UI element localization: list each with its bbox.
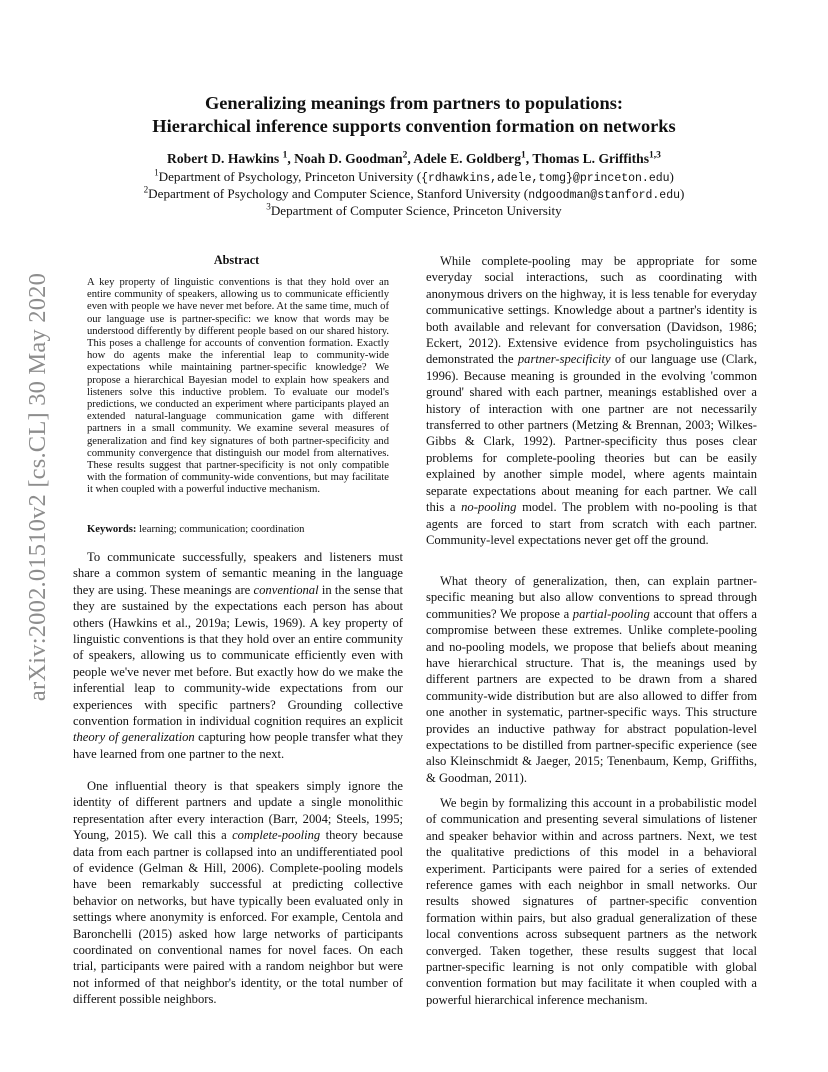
- author-affiliation-mark: 1,3: [649, 150, 661, 161]
- affiliation-text: Department of Computer Science, Princeton University: [270, 203, 562, 218]
- body-paragraph-4: What theory of generalization, then, can explain partner-specific meaning but also allow conventions to spread through communities? We propose a partial-pooling account that offers a compromise between these extremes. Unlike complete-pooling and no-pooling models, we propose that beliefs about meaning have hierarchical structure. That is, the meanings used by different partners are expected to be drawn from a shared community-wide distribution but are also allowed to differ from one another in systematic, partner-specific ways. This structure provides an inductive pathway for abstract population-level expectations to be distilled from partner-specific experience (see also Kleinschmidt & Jaeger, 2015; Tenenbaum, Kemp, Griffiths, & Goodman, 2011).: [426, 574, 757, 785]
- author-list: Robert D. Hawkins $^1$, Noah D. Goodman$^2$, Adele E. Goldberg$^1$, Thomas L. Griffiths$^{1,3}$: [167, 150, 661, 166]
- keywords-line: [87, 524, 389, 536]
- arxiv-identifier-stamp: [20, 272, 56, 702]
- body-paragraph-2: One influential theory is that speakers simply ignore the identity of different partners and update a single monolithic representation after every interaction (Barr, 2004; Steels, 1995; Young, 2015). We call this a complete-pooling theory because data from each partner is collapsed into an undifferentiated pool of evidence (Gelman & Hill, 2006). Complete-pooling models have been remarkably successful at predicting collective behavior on networks, but have typically been evaluated only in settings where anonymity is enforced. For example, Centola and Baronchelli (2015) asked how large networks of participants coordinated on conventional names for novel faces. On each trial, participants were paired with a random neighbor but were not informed of that neighbor's identity, or the total number of different possible neighbors.: [73, 779, 403, 1007]
- author-affiliation-mark: 1: [282, 150, 288, 161]
- title-line-2: Hierarchical inference supports convention formation on networks: [152, 116, 676, 136]
- arxiv-identifier-text: arXiv:2002.01510v2 [cs.CL] 30 May 2020: [24, 272, 51, 702]
- author-name: Noah D. Goodman: [294, 151, 403, 166]
- body-paragraph-5: We begin by formalizing this account in a probabilistic model of communication and presenting several simulations of listener and speaker behavior within and across partners. Next, we test the qualitative predictions of this model in a behavioral experiment. Participants were paired for a series of extended reference games with each neighbor in small networks. Our results showed signatures of partner-specific convention formation within pairs, but also gradual generalization of these local conventions across subsequent partners as the network converged. Taken together, these results suggest that local partner-specific learning is not only compatible with global convention formation but may facilitate it when coupled with a powerful hierarchical inference mechanism.: [426, 796, 757, 1007]
- affiliation-mark: 1: [154, 167, 159, 178]
- author-name: Adele E. Goldberg: [413, 151, 522, 166]
- affiliation-close: ): [669, 169, 674, 184]
- author-name: Robert D. Hawkins: [167, 151, 280, 166]
- abstract-text: A key property of linguistic conventions is that they hold over an entire community of speakers, allowing us to communicate efficiently even with people we have never met before. At the same time, much of our language use is partner-specific: we know that words may be understood differently by different people based on our shared history. This poses a challenge for accounts of convention formation. Exactly how do agents make the inferential leap to community-wide expectations while maintaining partner-specific knowledge? We propose a hierarchical Bayesian model to explain how speakers and listeners solve this inductive problem. To evaluate our model's predictions, we conducted an experiment where participants played an extended natural-language communication game with different partners in a small community. We examine several measures of generalization and find key signatures of both partner-specificity and community convergence that distinguish our model from alternatives. These results suggest that partner-specificity is not only compatible with the formation of community-wide conventions, but may facilitate it when coupled with a powerful inductive mechanism.: [87, 277, 389, 496]
- author-affiliation-mark: 2: [402, 150, 408, 161]
- affiliation-2: [0, 186, 828, 202]
- keywords-label: Keywords:: [87, 524, 137, 535]
- abstract-heading: Abstract: [213, 253, 260, 267]
- paper-title: [0, 92, 828, 138]
- affiliation-text: Department of Psychology, Princeton University (: [158, 169, 422, 184]
- affiliation-3: [0, 203, 828, 219]
- body-paragraph-1: To communicate successfully, speakers and listeners must share a common system of semantic meaning in the language they are using. These meanings are conventional in the sense that they are sustained by the expectations each person has about others (Hawkins et al., 2019a; Lewis, 1969). A key property of linguistic conventions is that they hold over an entire community of speakers, allowing us to communicate efficiently even with people we've never met before. But exactly how do we make the inferential leap to community-wide expectations from our experiences with specific partners? Grounding collective convention formation in individual cognition requires an explicit theory of generalization capturing how people transfer what they have learned from one partner to the next.: [73, 550, 403, 761]
- author-affiliation-mark: 1: [521, 150, 526, 161]
- affiliation-text: Department of Psychology and Computer Science, Stanford University (: [148, 186, 529, 201]
- body-paragraph-3: While complete-pooling may be appropriate for some everyday social interactions, such as coordinating with anonymous drivers on the highway, it is less tenable for everyday communicative settings. Knowledge about a partner's identity is both available and relevant for conversation (Davidson, 1986; Eckert, 2012). Extensive evidence from psycholinguistics has demonstrated the partner-specificity of our language use (Clark, 1996). Because meaning is grounded in the evolving 'common ground' shared with each partner, meanings established over a history of interaction with one partner are not necessarily transferred to other partners (Metzing & Brennan, 2003; Wilkes-Gibbs & Clark, 1992). Partner-specificity thus poses clear problems for complete-pooling theories but can be easily explained by another simple model, where agents maintain separate expectations about meaning for each partner. We call this a no-pooling model. The problem with no-pooling is that agents are forced to start from scratch with each partner. Community-level expectations never get off the ground.: [426, 254, 757, 547]
- affiliation-email[interactable]: {rdhawkins,adele,tomg}@princeton.edu: [421, 172, 670, 185]
- affiliation-email[interactable]: ndgoodman@stanford.edu: [528, 189, 681, 202]
- affiliation-1: [0, 169, 828, 185]
- author-name: Thomas L. Griffiths: [532, 151, 650, 166]
- affiliation-mark: 2: [143, 184, 149, 195]
- affiliation-close: ): [680, 186, 685, 201]
- keywords-list: learning; communication; coordination: [139, 524, 305, 535]
- affiliation-mark: 3: [266, 201, 271, 212]
- title-line-1: Generalizing meanings from partners to populations:: [204, 93, 624, 113]
